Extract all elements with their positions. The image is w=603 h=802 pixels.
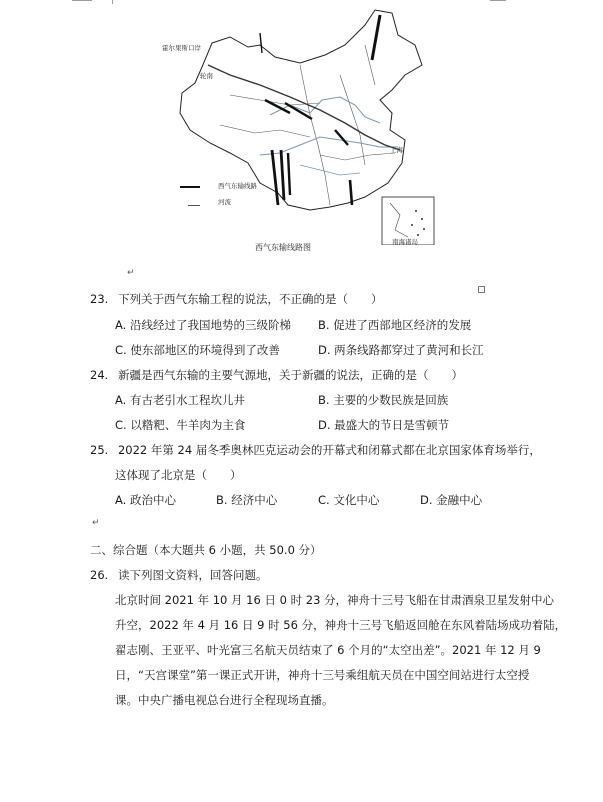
crop-mark-left-vertical bbox=[112, 0, 113, 4]
paragraph-mark: ↵ bbox=[127, 268, 135, 278]
label-port: 霍尔果斯口岸 bbox=[162, 44, 201, 52]
q26-text-line-5: 课。中央广播电视总台进行全程现场直播。 bbox=[115, 693, 334, 707]
q25-option-c: C. 文化中心 bbox=[318, 493, 380, 507]
china-map bbox=[160, 5, 460, 245]
label-legend-river: 河流 bbox=[218, 198, 231, 206]
section-title: 二、综合题（本大题共 6 小题，共 50.0 分） bbox=[90, 543, 322, 557]
crop-mark-right bbox=[490, 0, 506, 1]
map-caption: 西气东输线路图 bbox=[255, 243, 311, 252]
q24-option-d: D. 最盛大的节日是雪顿节 bbox=[318, 418, 450, 432]
q26-text-line-3: 翟志刚、王亚平、叶光富三名航天员结束了 6 个月的“太空出差”。2021 年 12 月 9 bbox=[115, 643, 541, 657]
q25-stem: 2022 年第 24 届冬季奥林匹克运动会的开幕式和闭幕式都在北京国家体育场举行， bbox=[117, 443, 541, 457]
label-lunnan: 轮南 bbox=[200, 72, 213, 80]
q25-option-b: B. 经济中心 bbox=[216, 493, 278, 507]
map-figure bbox=[160, 5, 460, 260]
anchor-box bbox=[478, 286, 485, 293]
q23-stem: 下列关于西气东输工程的说法，不正确的是（ ） bbox=[117, 292, 383, 306]
q25-option-a: A. 政治中心 bbox=[115, 493, 176, 507]
q24-stem-line bbox=[90, 367, 463, 383]
q23-number: 23. bbox=[90, 292, 109, 306]
q26-stem-line bbox=[90, 567, 267, 583]
q23-option-a: A. 沿线经过了我国地势的三级阶梯 bbox=[115, 318, 291, 332]
q24-option-a: A. 有古老引水工程坎儿井 bbox=[115, 393, 245, 407]
q25-option-d: D. 金融中心 bbox=[420, 493, 483, 507]
q24-option-c: C. 以糌粑、牛羊肉为主食 bbox=[115, 418, 246, 432]
crop-mark-left bbox=[72, 0, 92, 1]
label-shanghai: 上海 bbox=[390, 146, 403, 154]
q25-stem-line-2: 这体现了北京是（ ） bbox=[115, 468, 242, 482]
q26-text-line-1: 北京时间 2021 年 10 月 16 日 0 时 23 分，神舟十三号飞船在甘肃酒泉卫星发射中心 bbox=[115, 593, 555, 607]
q25-number: 25. bbox=[90, 443, 109, 457]
legend-swatch-river bbox=[188, 205, 200, 206]
q23-option-c: C. 使东部地区的环境得到了改善 bbox=[115, 343, 280, 357]
q23-option-d: D. 两条线路都穿过了黄河和长江 bbox=[318, 343, 484, 357]
paragraph-mark-2: ↵ bbox=[92, 518, 100, 528]
q24-option-b: B. 主要的少数民族是回族 bbox=[318, 393, 449, 407]
q24-number: 24. bbox=[90, 368, 109, 382]
q24-stem: 新疆是西气东输的主要气源地，关于新疆的说法，正确的是（ ） bbox=[117, 368, 463, 382]
q23-option-b: B. 促进了西部地区经济的发展 bbox=[318, 318, 472, 332]
country-outline bbox=[180, 10, 422, 210]
q25-stem-line bbox=[90, 442, 541, 458]
q26-number: 26. bbox=[90, 568, 109, 582]
label-legend-pipeline: 西气东输线路 bbox=[218, 182, 257, 190]
q26-text-line-4: 日，“天宫课堂”第一课正式开讲，神舟十三号乘组航天员在中国空间站进行太空授 bbox=[115, 668, 530, 682]
legend-swatch-pipeline bbox=[180, 186, 200, 188]
label-inset: 南海诸岛 bbox=[392, 238, 418, 246]
q23-stem-line bbox=[90, 291, 382, 307]
q26-text-line-2: 升空，2022 年 4 月 16 日 9 时 56 分，神舟十三号飞船返回舱在东风着陆场成功着陆， bbox=[115, 618, 567, 632]
q26-stem: 读下列图文资料，回答问题。 bbox=[117, 568, 268, 582]
